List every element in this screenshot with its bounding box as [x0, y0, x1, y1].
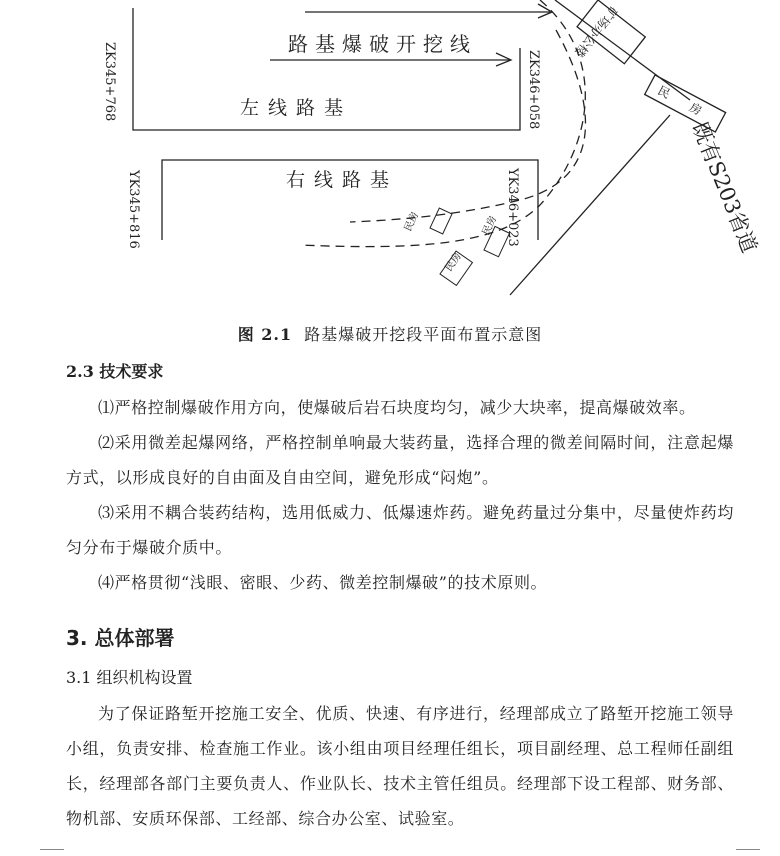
tech-item-4: ⑷严格贯彻“浅眼、密眼、少药、微差控制爆破”的技术原则。: [98, 573, 548, 592]
road-edge-2: [510, 115, 670, 295]
page-corner-mark-left: [40, 849, 64, 856]
roadside-building-label: 民 房: [655, 83, 714, 123]
org-paragraph: 为了保证路堑开挖施工安全、优质、快速、有序进行，经理部成立了路堑开挖施工领导小组，负责安排、检查施工作业。该小组由项目经理任组长，项目副经理、总工程师任副组长，经理部各部门主要负责人、作业队长、技术主管任组员。经理部下设工程部、财务部、物机部、安质环保部、工经部、综合办公室、试验室。: [66, 704, 734, 828]
blast-line-label: 路基爆破开挖线: [288, 32, 477, 56]
zk-end-label: ZK346+058: [526, 50, 541, 130]
existing-road-label: 既有S203省道: [687, 118, 762, 257]
page-corner-mark-right: [736, 849, 760, 856]
layout-diagram: [0, 0, 780, 310]
figure-title: 路基爆破开挖段平面布置示意图: [304, 325, 543, 344]
house-3-label: 民房: [443, 251, 464, 274]
tech-item-1: ⑴严格控制爆破作用方向，使爆破后岩石块度均匀，减少大块率，提高爆破效率。: [98, 398, 696, 417]
house-1: [430, 208, 452, 234]
tech-item-2: ⑵采用微差起爆网络，严格控制单响最大装药量，选择合理的微差间隔时间，注意起爆方式，以形成良好的自由面及自由空间，避免形成“闷炮”。: [66, 433, 734, 487]
house-2-label: 民房: [480, 214, 500, 238]
mine-office-building: [563, 0, 648, 82]
mine-office-label: 矿场办公楼: [572, 3, 621, 60]
tech-item-3: ⑶采用不耦合装药结构，选用低威力、低爆速炸药。避免药量过分集中，尽量使炸药均匀分布于爆破介质中。: [66, 503, 734, 557]
section-heading-3: 3. 总体部署: [66, 626, 175, 650]
right-roadbed-label: 右线路基: [286, 169, 399, 191]
top-arrow-head: [538, 4, 552, 18]
figure-caption: [0, 322, 780, 345]
section-heading-2-3: 2.3 技术要求: [66, 362, 164, 381]
house-1-label: 民房: [402, 210, 422, 234]
left-roadbed-label: 左线路基: [240, 97, 353, 119]
zk-start-label: ZK345+768: [102, 42, 117, 122]
figure-number: 图 2.1: [237, 325, 293, 344]
yk-start-label: YK345+816: [126, 170, 141, 249]
section-heading-3-1: 3.1 组织机构设置: [66, 668, 193, 687]
roadside-building: [645, 75, 726, 132]
yk-end-label: YK346+023: [505, 168, 520, 247]
